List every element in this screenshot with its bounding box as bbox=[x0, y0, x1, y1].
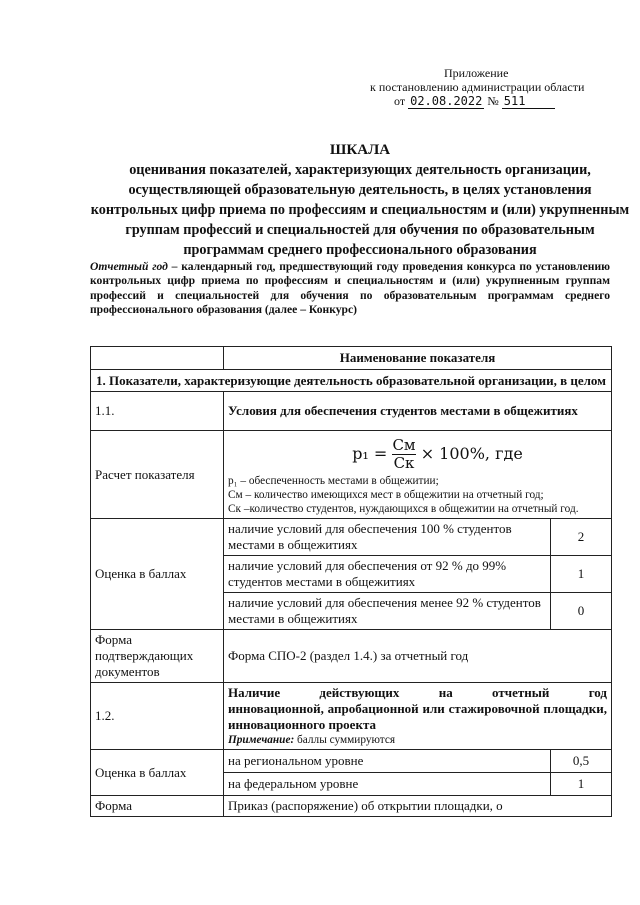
def-3: Ск –количество студентов, нуждающихся в общежитии на отчетный год. bbox=[228, 503, 579, 515]
section-row bbox=[91, 370, 612, 392]
indicator-note bbox=[228, 733, 607, 747]
score-condition: наличие условий для обеспечения менее 92 % студентов местами в общежитиях bbox=[224, 593, 551, 630]
formula-fraction bbox=[392, 437, 415, 472]
documents-row bbox=[91, 630, 612, 683]
score-value: 0,5 bbox=[551, 750, 612, 773]
criteria-table bbox=[90, 346, 612, 817]
formula-lhs: p₁ = bbox=[352, 444, 388, 463]
indicator-name-rest: инновационной, апробационной или стажировочной площадки, инновационного проекта bbox=[228, 701, 607, 732]
def-2: См – количество имеющихся мест в общежитии на отчетный год; bbox=[228, 489, 544, 501]
calc-cell bbox=[224, 431, 612, 519]
decree-date-number bbox=[370, 94, 610, 108]
decree-number: 511 bbox=[502, 94, 556, 109]
header-empty-cell bbox=[91, 347, 224, 370]
note-text: баллы суммируются bbox=[294, 734, 396, 746]
indicator-number: 1.2. bbox=[91, 683, 224, 750]
from-label: от bbox=[394, 94, 406, 108]
table-header-row bbox=[91, 347, 612, 370]
indicator-1-2-row bbox=[91, 683, 612, 750]
indicator-name-line1: Наличие действующих на отчетный год bbox=[228, 685, 607, 700]
def-1: p₁ – обеспеченность местами в общежитии; bbox=[228, 475, 439, 487]
docs-label: Форма bbox=[91, 796, 224, 817]
score-value: 0 bbox=[551, 593, 612, 630]
intro-term: Отчетный год bbox=[90, 260, 168, 273]
approval-header bbox=[370, 66, 610, 108]
appendix-label: Приложение bbox=[444, 66, 509, 80]
intro-paragraph bbox=[90, 260, 610, 317]
score-value: 1 bbox=[551, 773, 612, 796]
docs-value: Форма СПО-2 (раздел 1.4.) за отчетный год bbox=[224, 630, 612, 683]
formula-rhs: × 100%, где bbox=[420, 444, 523, 463]
score-condition: на региональном уровне bbox=[224, 750, 551, 773]
calculation-row bbox=[91, 431, 612, 519]
intro-text: – календарный год, предшествующий году проведения конкурса по установлению контрольных цифр приема по профессиям и специальностям и (или) укрупненным группам профессий и специальностей для обучения по образовательным программам среднего профессионального образования (далее – Конкурс) bbox=[90, 260, 610, 316]
score-row bbox=[91, 750, 612, 773]
title-subtitle: оценивания показателей, характеризующих деятельность организации, осуществляющей образовательную деятельность, в целях установления контрольных цифр приема по профессиям и специальностям и (или) укрупненным группам профессий и специальностей для обучения по образовательным программам среднего профессионального образования bbox=[90, 162, 630, 258]
indicator-1-1-row bbox=[91, 392, 612, 431]
documents-row bbox=[91, 796, 612, 817]
document-title bbox=[90, 140, 630, 260]
score-label: Оценка в баллах bbox=[91, 750, 224, 796]
formula-numerator: См bbox=[392, 436, 416, 454]
score-condition: наличие условий для обеспечения 100 % студентов местами в общежитиях bbox=[224, 519, 551, 556]
score-row bbox=[91, 519, 612, 556]
indicator-number: 1.1. bbox=[91, 392, 224, 431]
score-value: 1 bbox=[551, 556, 612, 593]
formula bbox=[228, 433, 607, 474]
title-main: ШКАЛА bbox=[329, 142, 391, 158]
docs-label: Форма подтверждающих документов bbox=[91, 630, 224, 683]
number-label: № bbox=[487, 94, 499, 108]
score-label: Оценка в баллах bbox=[91, 519, 224, 630]
section-1-title: 1. Показатели, характеризующие деятельность образовательной организации, в целом bbox=[91, 370, 612, 392]
formula-denominator: Ск bbox=[393, 454, 415, 472]
score-condition: на федеральном уровне bbox=[224, 773, 551, 796]
decree-reference: к постановлению администрации области bbox=[370, 80, 585, 94]
note-label: Примечание: bbox=[228, 734, 295, 746]
score-value: 2 bbox=[551, 519, 612, 556]
decree-date: 02.08.2022 bbox=[410, 94, 483, 108]
column-header: Наименование показателя bbox=[224, 347, 612, 370]
calc-label: Расчет показателя bbox=[91, 431, 224, 519]
docs-value: Приказ (распоряжение) об открытии площадки, о bbox=[224, 796, 612, 817]
score-condition: наличие условий для обеспечения от 92 % до 99% студентов местами в общежитиях bbox=[224, 556, 551, 593]
indicator-cell bbox=[224, 683, 612, 750]
indicator-name: Условия для обеспечения студентов местами в общежитиях bbox=[224, 392, 612, 431]
